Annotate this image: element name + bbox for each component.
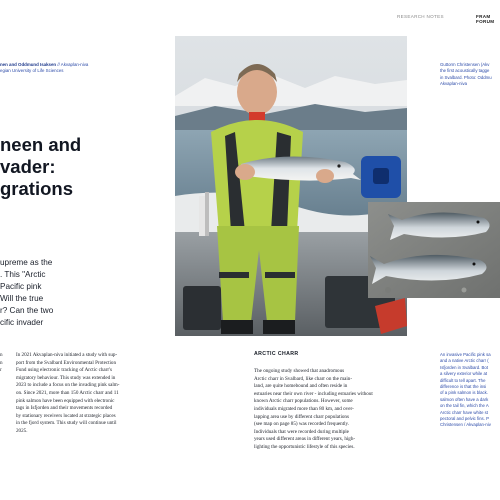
byline-affiliation-1: // Akvaplan-niva [57, 62, 89, 67]
body-line: lapping area use by different charr populations [254, 413, 349, 420]
body-line: tags in Isfjorden and their movements recorded [16, 405, 113, 412]
body-line: Arctic charr in Svalbard, like charr on the main- [254, 375, 353, 382]
body-line: lighting the opportunistic lifestyle of this species. [254, 443, 355, 450]
caption-line: salmon often have a dark [440, 396, 489, 402]
article-headline [0, 134, 81, 200]
body-line: The ongoing study showed that anadromous [254, 368, 345, 374]
body-line: on. Since 2021, more than 150 Arctic charr and 11 [16, 389, 119, 396]
body-line: by stationary receivers located at strategic places [16, 412, 116, 419]
photo-caption-bottom [440, 352, 500, 429]
photo-caption-top [440, 62, 500, 88]
caption-line: Christensen / Akvaplan-niv [440, 422, 491, 428]
headline-line: vader: [0, 156, 56, 177]
body-column-2 [254, 368, 412, 452]
body-line: port from the Svalbard Environmental Protection [16, 359, 117, 366]
byline-authors: nen and Oddmund Isaksen [0, 62, 57, 67]
body-line: pink salmon have been equipped with electronic [16, 397, 115, 404]
caption-line: and a native Arctic charr ( [440, 358, 489, 364]
body-line: individuals migrated more than 80 km, and over- [254, 405, 354, 412]
body-line: In 2021 Akvaplan-niva initiated a study with sup- [16, 352, 118, 358]
lead-line: . This "Arctic [0, 270, 46, 279]
caption-line: Isfjorden in Svalbard. Bot [440, 364, 489, 370]
lead-line: cific invader [0, 318, 44, 327]
body-column-1 [16, 352, 170, 436]
margin-fragment: n [0, 352, 3, 358]
caption-line: Akvaplan-niva [440, 81, 467, 87]
caption-line: An invasive Pacific pink sa [440, 352, 491, 357]
body-line: 2025. [16, 427, 28, 434]
caption-line: Guttorm Christensen (Akv [440, 62, 490, 67]
fish-comparison-photo [368, 202, 500, 298]
lead-paragraph [0, 257, 53, 329]
section-heading: ARCTIC CHARR [254, 351, 299, 357]
body-line: known Arctic charr populations. However, some [254, 398, 353, 405]
caption-line: pectoral and pelvic fins. P [440, 416, 489, 422]
lead-line: Will the true [0, 294, 44, 303]
body-line: estuaries near their own river - including estuaries without [254, 390, 373, 397]
caption-line: of a pink salmon is black. [440, 390, 489, 396]
body-line: years used different areas in different years, high- [254, 436, 356, 443]
caption-line: Arctic charr have white st [440, 409, 488, 415]
body-line: (see map on page 85) was recorded frequently. [254, 421, 349, 428]
caption-line: difficult to tell apart. The [440, 377, 486, 383]
body-line: land, are quite homebound and often reside in [254, 383, 348, 390]
lead-line: Pacific pink [0, 282, 42, 291]
pink-salmon-and-charr-illustration [368, 202, 500, 298]
margin-fragment: n [0, 359, 3, 366]
headline-line: neen and [0, 134, 82, 155]
magazine-name: FRAM FORUM [476, 14, 495, 24]
caption-line: the first acoustically tagge [440, 68, 490, 74]
lead-line: r? Can the two [0, 306, 54, 315]
body-line: Fund using electronic tracking of Arctic charr's [16, 367, 112, 374]
margin-fragments [0, 352, 3, 375]
caption-line: difference is that the insi [440, 384, 487, 390]
body-line: 2023 to include a focus on the invading pink salm- [16, 382, 120, 389]
headline-line: grations [0, 178, 73, 199]
section-label: RESEARCH NOTES [397, 14, 444, 19]
body-line: Individuals that were recorded during multiple [254, 428, 349, 435]
margin-fragment: r [0, 367, 2, 374]
body-line: migratory behaviour. This study was extended in [16, 374, 116, 381]
caption-line: on the tail fin, which the A [440, 403, 489, 409]
body-line: in the fjord system. This study will continue until [16, 420, 117, 427]
lead-line: upreme as the [0, 258, 53, 267]
caption-line: a silvery exterior while at [440, 371, 488, 377]
byline-affiliation-2: egian University of Life Sciences [0, 68, 64, 74]
caption-line: in Svalbard. Photo: Oddmu [440, 74, 492, 80]
byline [0, 62, 92, 75]
